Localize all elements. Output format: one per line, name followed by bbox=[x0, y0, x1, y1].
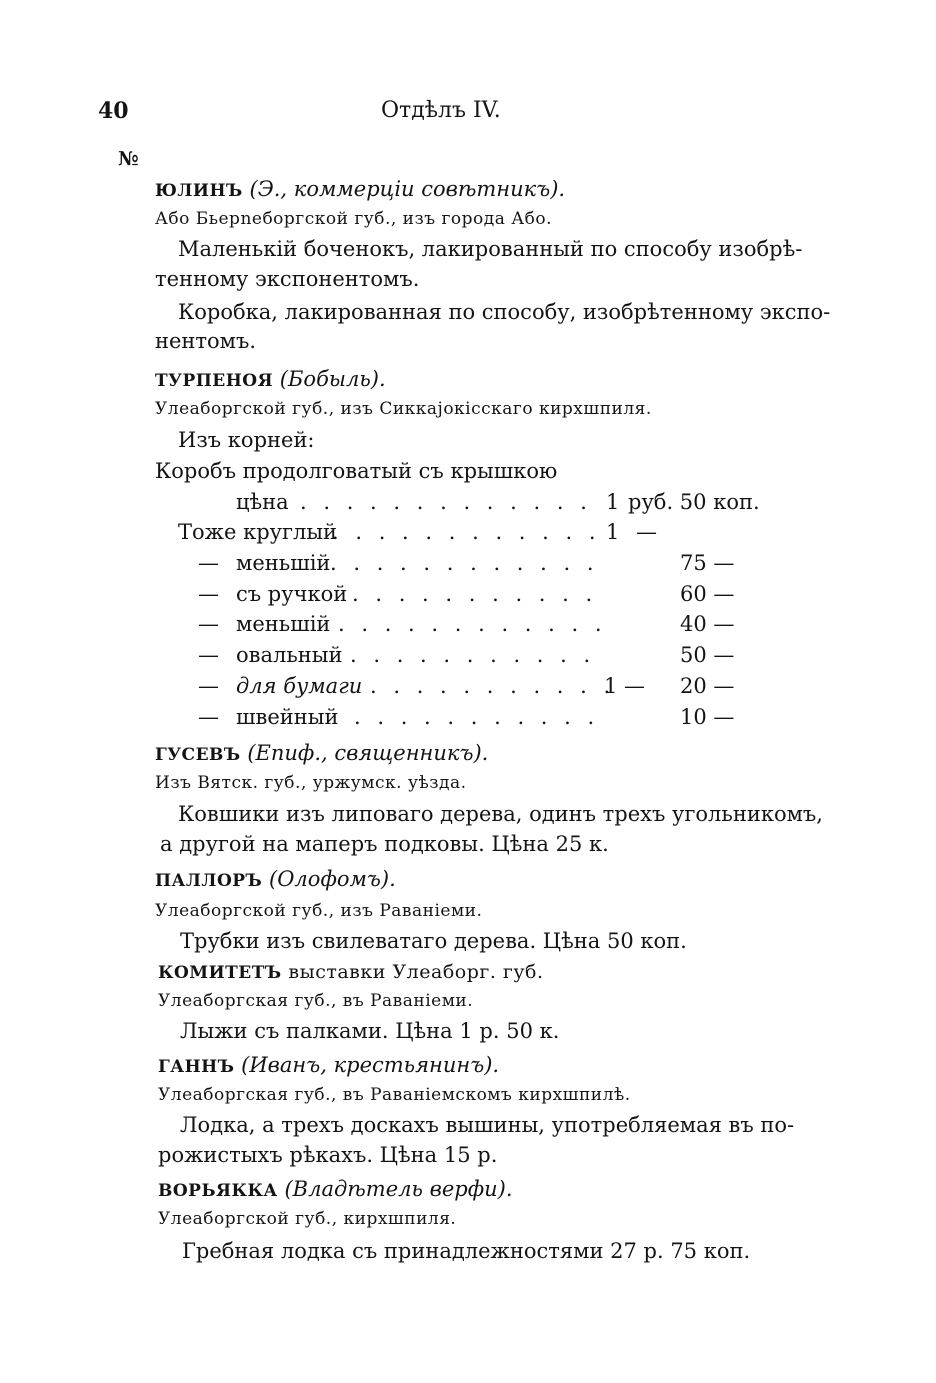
price-row-kop: 50 — bbox=[680, 643, 735, 667]
exhibitor-name: ЮЛИНЪ bbox=[155, 181, 243, 201]
exhibitor-name: ВОРЬЯККА bbox=[158, 1181, 278, 1201]
exhibitor-qualifier: (Владѣтель верфи). bbox=[284, 1177, 513, 1201]
exhibitor-location: Або Бьерneборгской губ., изъ города Або. bbox=[155, 209, 553, 229]
price-row-dash: — bbox=[198, 612, 219, 636]
exhibitor-name: ТУРПЕНОЯ bbox=[155, 371, 274, 391]
leader-dots: . . . . . . . . . . . bbox=[354, 705, 600, 729]
page-number: 40 bbox=[98, 98, 129, 124]
exhibitor-location: Улеаборгская губ., въ Раваніеми. bbox=[158, 991, 474, 1011]
leader-dots: . . . . . . . . . . . bbox=[352, 582, 598, 606]
price-row-kop: 10 — bbox=[680, 705, 735, 729]
leader-dots: . . . . . . . . . . . . . bbox=[300, 490, 592, 514]
price-row-dash: — bbox=[198, 582, 219, 606]
exhibitor-entry bbox=[158, 1176, 513, 1204]
exhibitor-qualifier: (Бобыль). bbox=[279, 367, 386, 391]
exhibitor-qualifier: (Э., коммерціи совѣтникъ). bbox=[249, 177, 566, 201]
price-row-dash: — bbox=[198, 551, 219, 575]
number-sign: № bbox=[118, 148, 139, 170]
price-row-rub: 1 — bbox=[604, 674, 646, 698]
price-row-rub: 1 bbox=[606, 520, 620, 544]
exhibitor-name: ГУСЕВЪ bbox=[155, 745, 241, 765]
exhibitor-entry bbox=[158, 1052, 499, 1080]
exhibitor-entry bbox=[155, 866, 396, 894]
item-text: Маленькій боченокъ, лакированный по способу изобрѣ- bbox=[178, 237, 803, 261]
leader-dots: . . . . . . . . . . . . bbox=[330, 551, 599, 575]
item-intro: Изъ корней: bbox=[178, 428, 315, 452]
item-text: Лодка, а трехъ доскахъ вышины, употребляемая въ по- bbox=[180, 1113, 795, 1137]
item-text: Лыжи съ палками. Цѣна 1 р. 50 к. bbox=[180, 1019, 560, 1043]
exhibitor-qualifier: выставки Улеаборг. губ. bbox=[288, 961, 544, 983]
price-row-kop: 20 — bbox=[680, 674, 735, 698]
price-row-dash: — bbox=[198, 705, 219, 729]
item-text: Коробка, лакированная по способу, изобрѣтенному экспо- bbox=[178, 300, 831, 324]
exhibitor-entry bbox=[155, 176, 565, 204]
exhibitor-location: Изъ Вятск. губ., уржумск. уѣзда. bbox=[155, 773, 467, 793]
price-row-label: швейный bbox=[236, 705, 339, 729]
leader-dots: . . . . . . . . . . . . bbox=[338, 612, 607, 636]
item-text: тенному экспонентомъ. bbox=[155, 267, 420, 291]
price-row-kop: 75 — bbox=[680, 551, 735, 575]
leader-dots: . . . . . . . . . . . bbox=[370, 674, 616, 698]
price-row-label: овальный bbox=[236, 643, 343, 667]
exhibitor-qualifier: (Иванъ, крестьянинъ). bbox=[241, 1053, 500, 1077]
section-title: Отдѣлъ IV. bbox=[381, 98, 501, 123]
exhibitor-name: ГАННЪ bbox=[158, 1057, 235, 1077]
exhibitor-name: ПАЛЛОРЪ bbox=[155, 871, 263, 891]
price-row-kop: руб. 50 коп. bbox=[628, 490, 760, 514]
price-row-label: меньшій bbox=[236, 551, 331, 575]
price-row-rub: 1 bbox=[606, 490, 620, 514]
price-row-kop: 60 — bbox=[680, 582, 735, 606]
item-text: а другой на маперъ подковы. Цѣна 25 к. bbox=[160, 832, 609, 856]
price-row-label: съ ручкой bbox=[236, 582, 348, 606]
price-row-label: цѣна bbox=[236, 490, 289, 514]
price-row-dash: — bbox=[198, 643, 219, 667]
exhibitor-entry bbox=[158, 958, 544, 986]
exhibitor-qualifier: (Епиф., священникъ). bbox=[247, 741, 489, 765]
price-row-label: Тоже круглый bbox=[178, 520, 338, 544]
leader-dots: . . . . . . . . . . . bbox=[350, 643, 596, 667]
exhibitor-qualifier: (Олофомъ). bbox=[269, 867, 396, 891]
exhibitor-location: Улеаборгская губ., въ Раваніемскомъ кирхшпилѣ. bbox=[158, 1085, 631, 1105]
exhibitor-location: Улеаборгской губ., изъ Сиккајокісскаго кирхшпиля. bbox=[155, 399, 652, 419]
price-row-kop: 40 — bbox=[680, 612, 735, 636]
leader-dots: . . . . . . . . . . . . bbox=[332, 520, 601, 544]
price-row-label: для бумаги bbox=[236, 674, 363, 698]
exhibitor-name: КОМИТЕТЪ bbox=[158, 963, 282, 983]
item-text: Гребная лодка съ принадлежностями 27 р. 75 коп. bbox=[182, 1239, 751, 1263]
item-text: Трубки изъ свилеватаго дерева. Цѣна 50 коп. bbox=[180, 929, 687, 953]
item-text: нентомъ. bbox=[155, 329, 257, 353]
item-intro: Коробъ продолговатый съ крышкою bbox=[155, 459, 558, 483]
exhibitor-location: Улеаборгской губ., изъ Раваніеми. bbox=[155, 901, 483, 921]
price-row-dash: — bbox=[198, 674, 219, 698]
exhibitor-location: Улеаборгской губ., кирхшпиля. bbox=[158, 1209, 457, 1229]
price-row-label: меньшій bbox=[236, 612, 331, 636]
exhibitor-entry bbox=[155, 740, 488, 768]
exhibitor-entry bbox=[155, 366, 386, 394]
price-row-kop: — bbox=[636, 520, 657, 544]
item-text: рожистыхъ рѣкахъ. Цѣна 15 р. bbox=[158, 1143, 498, 1167]
item-text: Ковшики изъ липоваго дерева, одинъ трехъ угольникомъ, bbox=[178, 802, 823, 826]
